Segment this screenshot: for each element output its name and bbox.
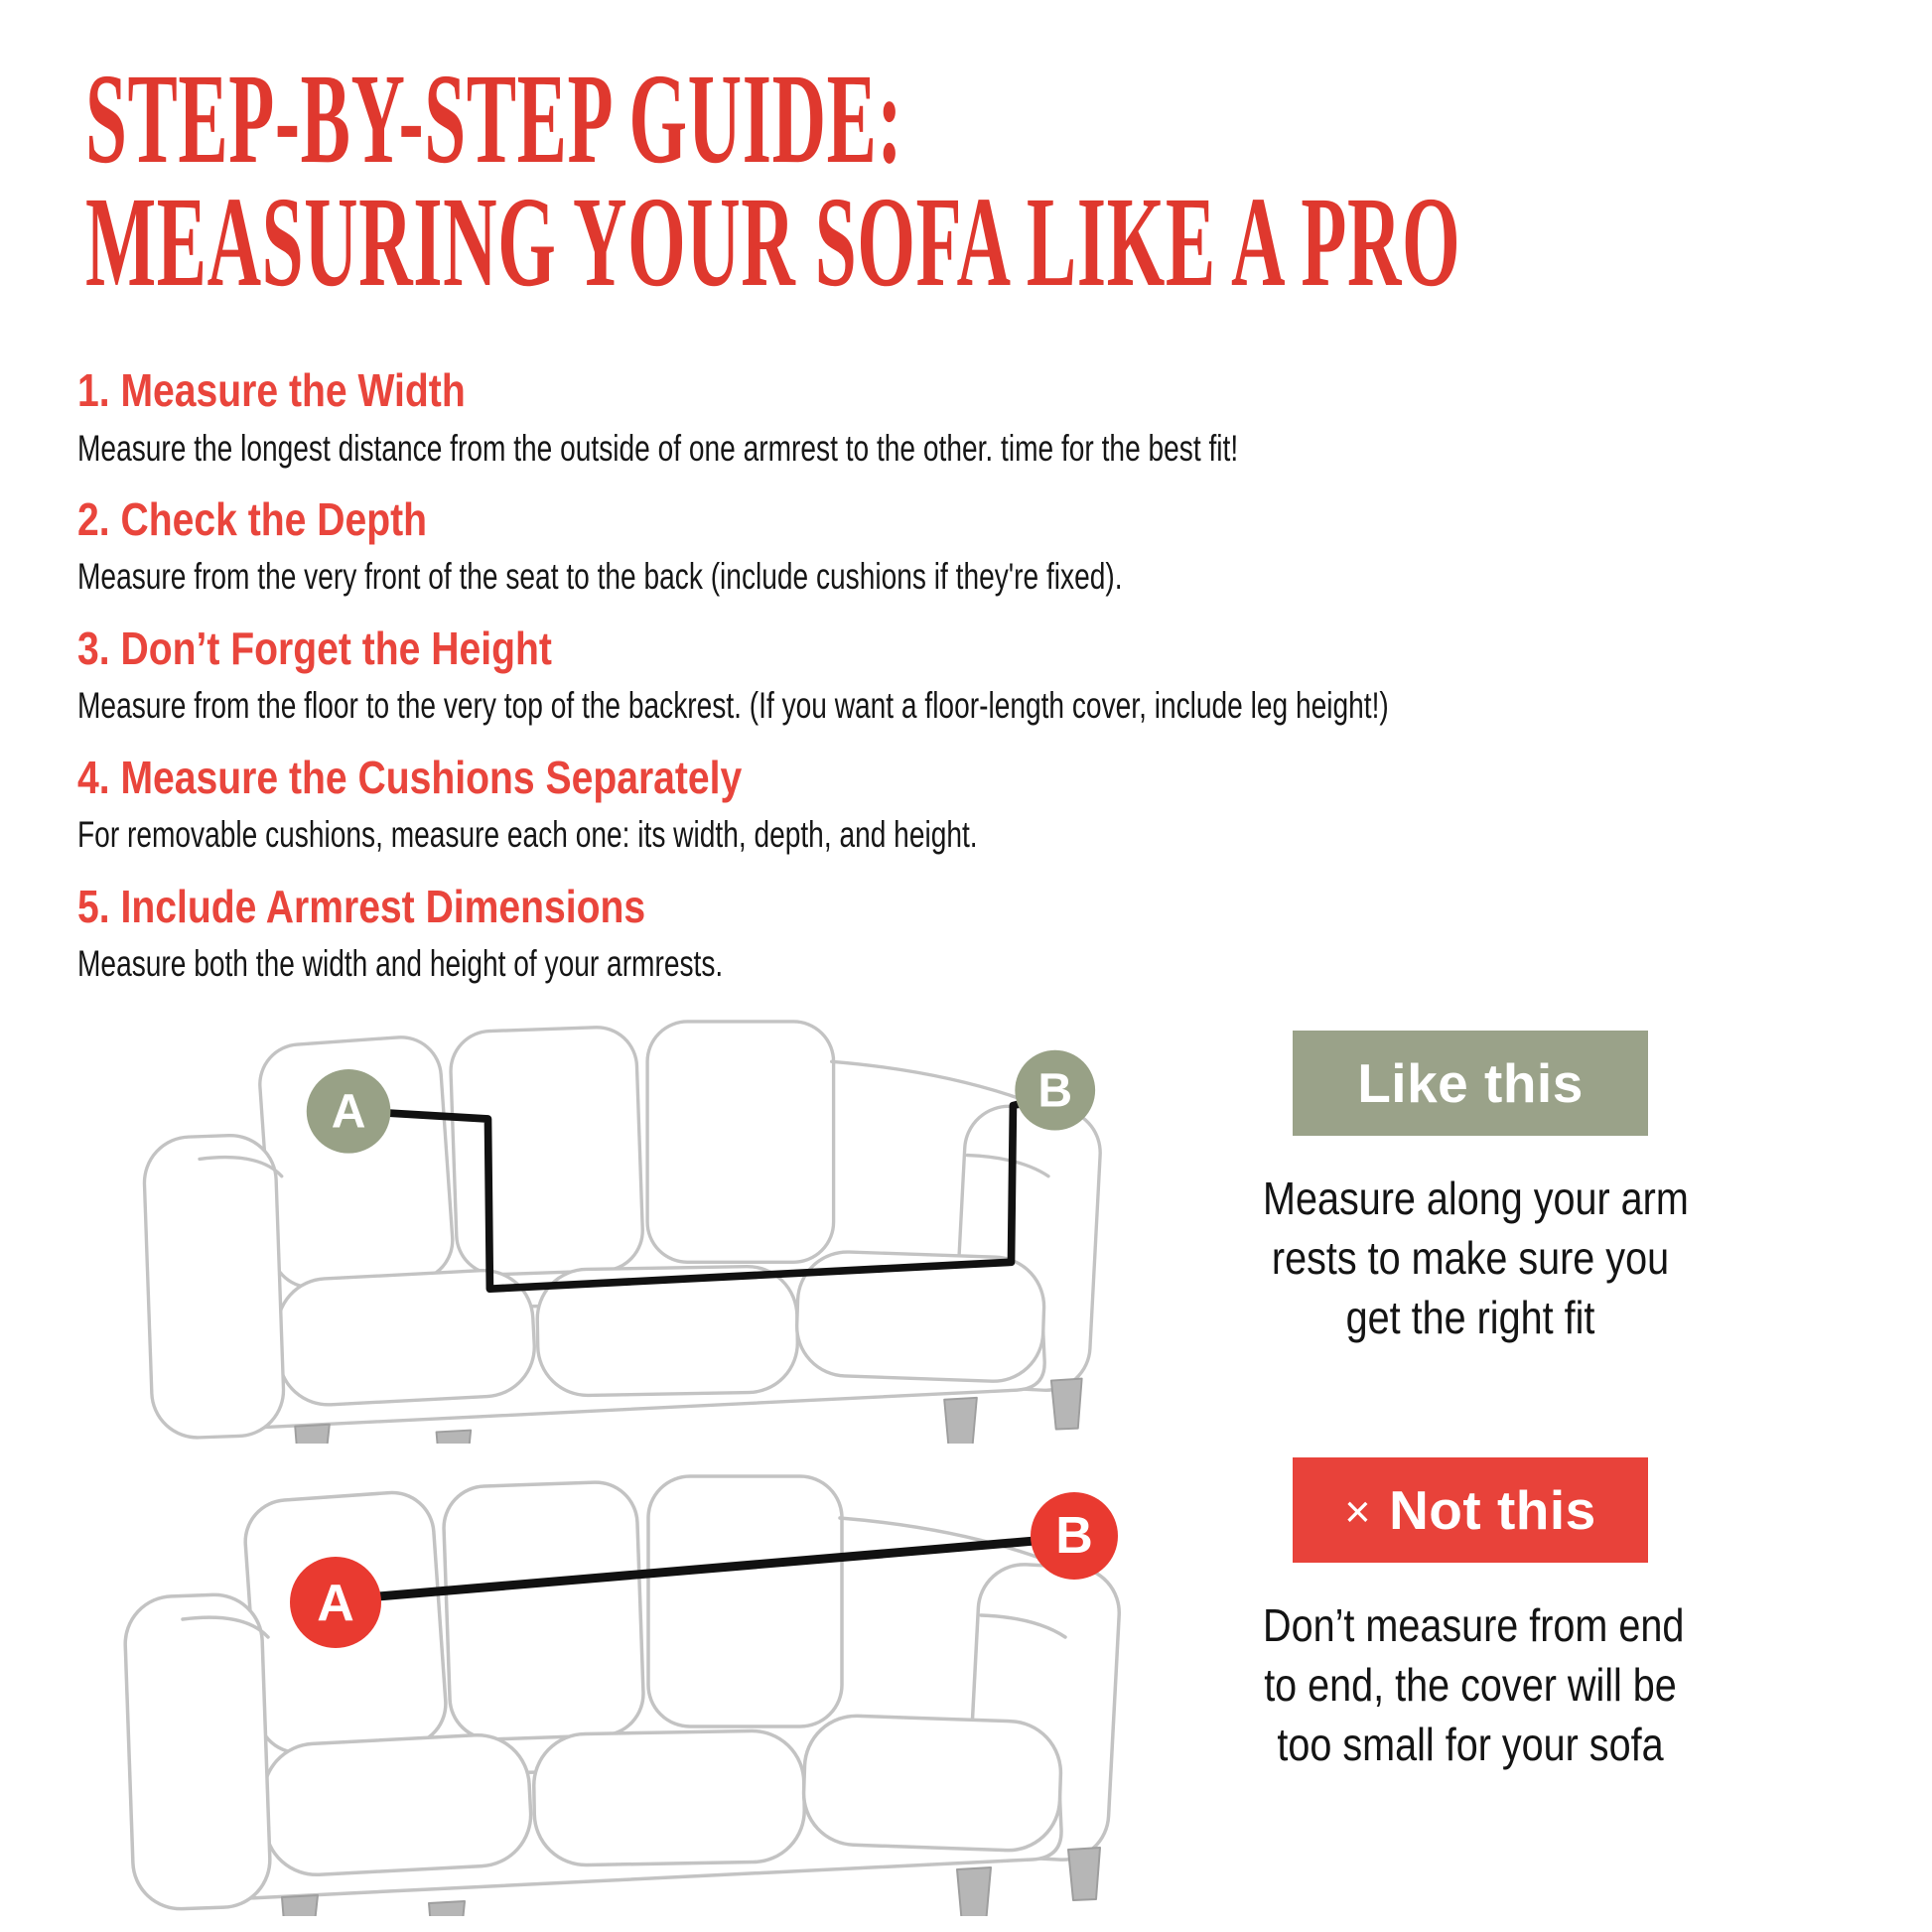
not-caption-line-3: too small for your sofa [1277, 1718, 1664, 1770]
step-2-body: Measure from the very front of the seat to the back (include cushions if they're fixed). [77, 556, 1123, 598]
marker-a-label: A [317, 1575, 354, 1632]
not-caption-line-2: to end, the cover will be [1264, 1658, 1677, 1711]
like-this-caption [1229, 1170, 1712, 1347]
not-caption-line-1: Don’t measure from end [1263, 1599, 1685, 1651]
not-this-badge-label: Not this [1389, 1479, 1596, 1541]
marker-a-label: A [331, 1084, 366, 1139]
page-title-line-1: STEP-BY-STEP GUIDE: [85, 48, 903, 191]
step-2-heading: 2. Check the Depth [77, 492, 427, 545]
step-5-body: Measure both the width and height of your armrests. [77, 943, 724, 985]
step-4-body: For removable cushions, measure each one: its width, depth, and height. [77, 814, 978, 856]
marker-b-label: B [1037, 1063, 1073, 1118]
step-5-heading: 5. Include Armrest Dimensions [77, 880, 646, 932]
page-title-line-2: MEASURING YOUR SOFA LIKE A PRO [85, 171, 1461, 314]
sofa-illustration-incorrect [87, 1448, 1162, 1916]
step-3-heading: 3. Don’t Forget the Height [77, 621, 552, 674]
step-4-heading: 4. Measure the Cushions Separately [77, 751, 743, 803]
like-caption-line-3: get the right fit [1345, 1291, 1595, 1343]
step-1-body: Measure the longest distance from the outside of one armrest to the other. time for the best fit! [77, 427, 1239, 469]
not-this-caption [1229, 1596, 1712, 1774]
like-caption-line-2: rests to make sure you [1271, 1231, 1670, 1284]
step-1-heading: 1. Measure the Width [77, 364, 466, 416]
like-caption-line-1: Measure along your arm [1263, 1173, 1689, 1224]
sofa-illustration-correct [87, 995, 1162, 1444]
not-this-badge [1293, 1457, 1648, 1563]
like-this-badge-label: Like this [1357, 1052, 1584, 1114]
marker-b-label: B [1055, 1507, 1093, 1565]
step-3-body: Measure from the floor to the very top of the backrest. (If you want a floor-length cover, include leg height!) [77, 685, 1389, 727]
page-title [85, 48, 1932, 314]
steps-list [77, 365, 1825, 1011]
sofa-line-art [143, 1022, 1103, 1444]
cross-icon: × [1344, 1486, 1372, 1537]
like-this-panel [1229, 1031, 1712, 1347]
like-this-badge [1293, 1031, 1648, 1136]
not-this-panel [1229, 1457, 1712, 1774]
